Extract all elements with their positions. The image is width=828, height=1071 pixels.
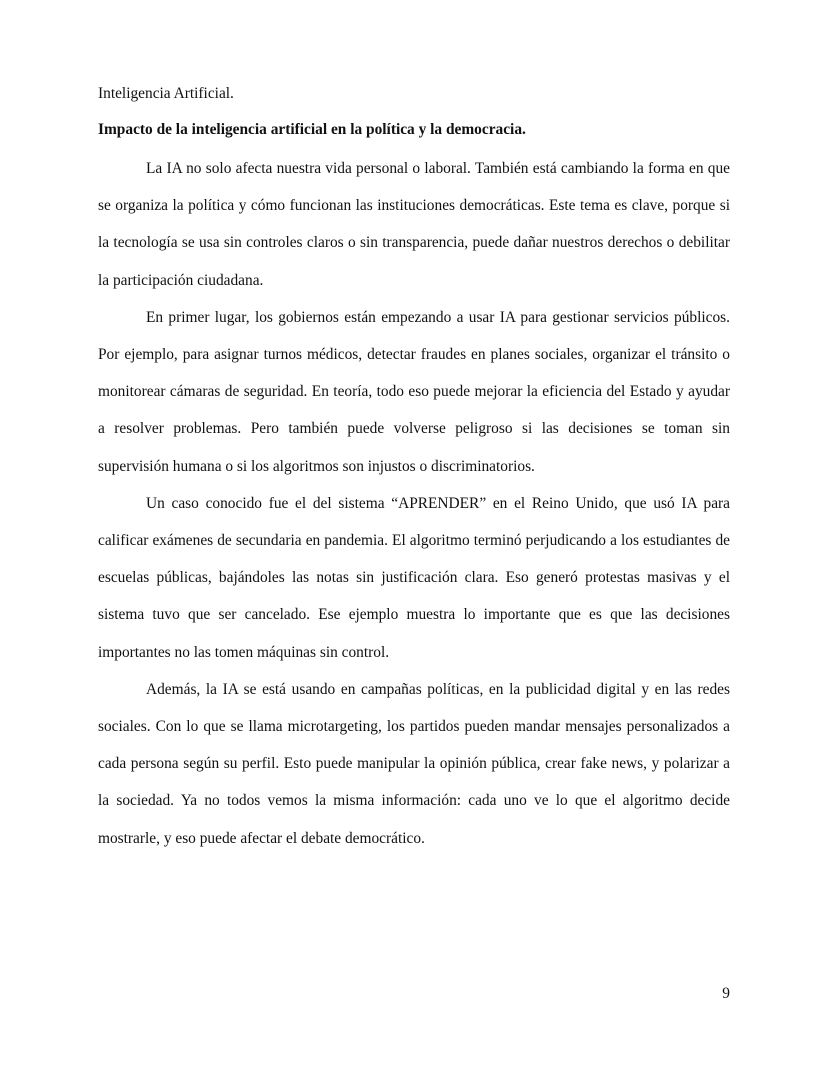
paragraph-1: La IA no solo afecta nuestra vida personal o laboral. También está cambiando la forma en que se organiza la política y cómo funcionan las instituciones democráticas. Este tema es clave, porque si la tecnología se usa sin controles claros o sin transparencia, puede dañar nuestros derechos o debilitar la participación ciudadana. bbox=[98, 160, 730, 289]
page-body bbox=[98, 82, 730, 857]
paragraph-4: Además, la IA se está usando en campañas políticas, en la publicidad digital y en las redes sociales. Con lo que se llama microtargeting, los partidos pueden mandar mensajes personalizados a cada persona según su perfil. Esto puede manipular la opinión pública, crear fake news, y polarizar a la sociedad. Ya no todos vemos la misma información: cada uno ve lo que el algoritmo decide mostrarle, y eso puede afectar el debate democrático. bbox=[98, 680, 730, 847]
page-number: 9 bbox=[722, 985, 730, 1002]
paragraph-3: Un caso conocido fue el del sistema “APRENDER” en el Reino Unido, que usó IA para calificar exámenes de secundaria en pandemia. El algoritmo terminó perjudicando a los estudiantes de escuelas públicas, bajándoles las notas sin justificación clara. Eso generó protestas masivas y el sistema tuvo que ser cancelado. Ese ejemplo muestra lo importante que es que las decisiones importantes no las tomen máquinas sin control. bbox=[98, 494, 730, 661]
section-heading: Impacto de la inteligencia artificial en la política y la democracia. bbox=[98, 121, 526, 138]
continued-text-line: Inteligencia Artificial. bbox=[98, 85, 234, 102]
paragraph-2: En primer lugar, los gobiernos están empezando a usar IA para gestionar servicios públicos. Por ejemplo, para asignar turnos médicos, detectar fraudes en planes sociales, organizar el tránsito o monitorear cámaras de seguridad. En teoría, todo eso puede mejorar la eficiencia del Estado y ayudar a resolver problemas. Pero también puede volverse peligroso si las decisiones se toman sin supervisión humana o si los algoritmos son injustos o discriminatorios. bbox=[98, 308, 730, 475]
